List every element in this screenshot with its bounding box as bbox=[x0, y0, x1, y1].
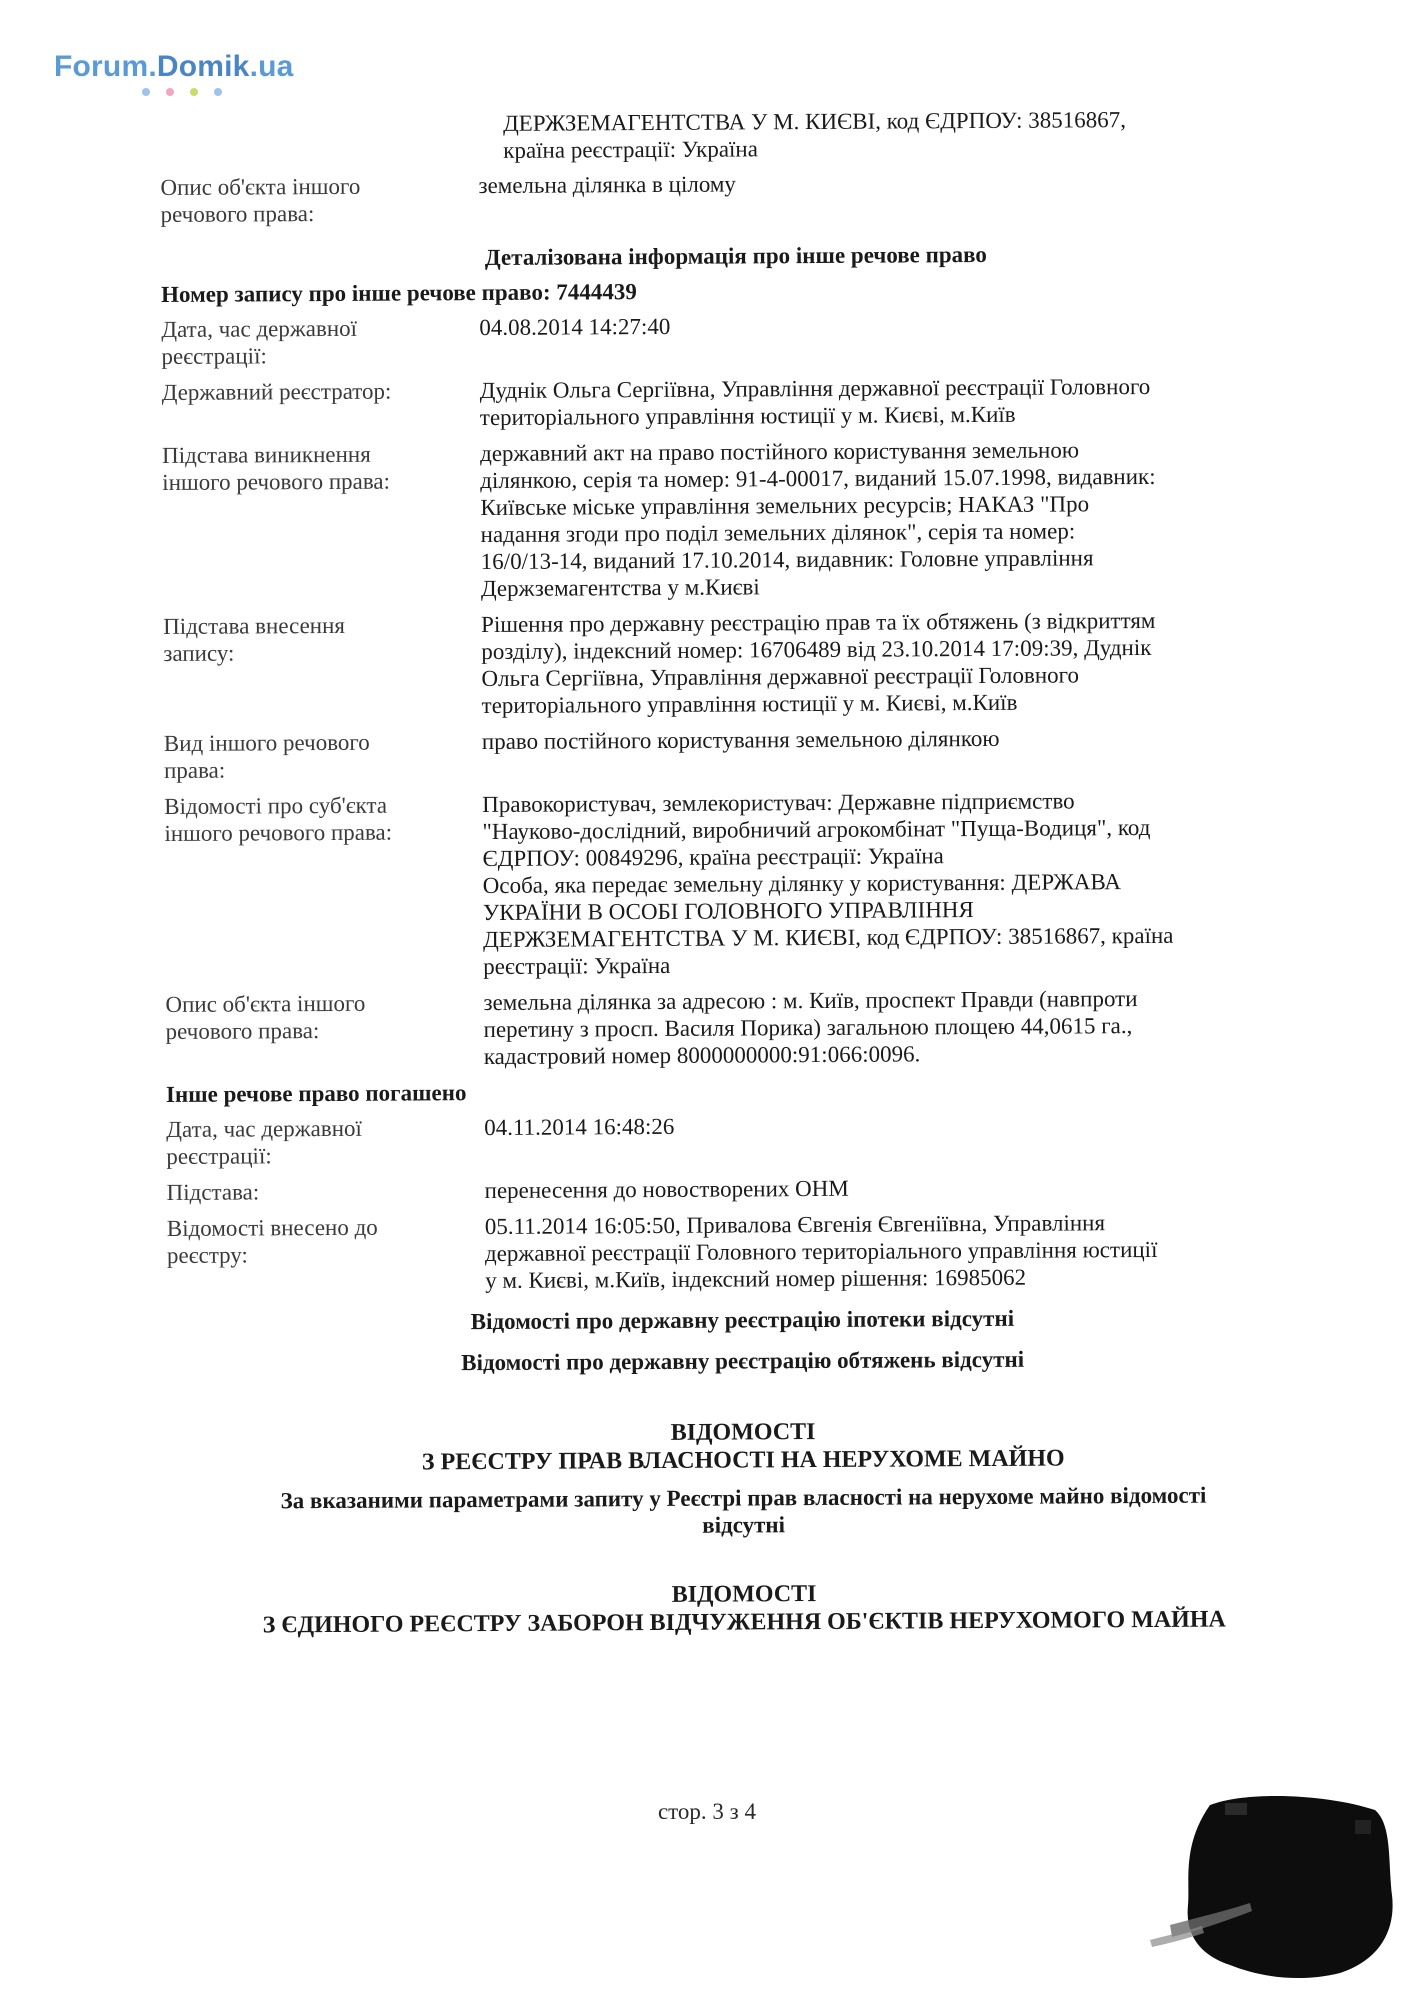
field-value: 04.08.2014 14:27:40 bbox=[479, 313, 671, 341]
watermark-logo bbox=[54, 50, 334, 102]
field-row bbox=[167, 1172, 1317, 1206]
field-label: Вид іншого речового права: bbox=[163, 729, 370, 783]
record-number: Номер запису про інше речове право: 7444439 bbox=[161, 279, 637, 307]
field-row bbox=[166, 1109, 1316, 1170]
field-row bbox=[165, 984, 1315, 1072]
field-row bbox=[162, 435, 1313, 604]
section-title: ВІДОМОСТІ bbox=[671, 1581, 817, 1608]
field-row bbox=[160, 167, 1310, 228]
field-value: 04.11.2014 16:48:26 bbox=[484, 1113, 675, 1141]
document-body bbox=[160, 105, 1319, 1640]
field-label: Відомості про суб'єкта іншого речового права: bbox=[164, 792, 393, 846]
section-heading: Деталізована інформація про інше речове право bbox=[484, 241, 987, 271]
field-value: земельна ділянка в цілому bbox=[478, 171, 736, 199]
mortgage-note: Відомості про державну реєстрацію іпотеки відсутні bbox=[470, 1305, 1015, 1335]
redacted-stamp bbox=[1130, 1785, 1400, 1985]
field-row bbox=[161, 309, 1311, 370]
field-label: Підстава внесення запису: bbox=[163, 612, 346, 666]
continued-text: ДЕРЖЗЕМАГЕНТСТВА У М. КИЄВІ, код ЄДРПОУ: 38516867, країна реєстрації: Україна bbox=[502, 107, 1126, 163]
field-value: 05.11.2014 16:05:50, Привалова Євгенія Євгеніївна, Управління державної реєстрації Головного територіального управління юстиції у м. Києві, м.Київ, індексний номер рішення: 16985062 bbox=[484, 1210, 1158, 1294]
field-label: Опис об'єкта іншого речового права: bbox=[165, 990, 366, 1044]
section-subtitle: З ЄДИНОГО РЕЄСТРУ ЗАБОРОН ВІДЧУЖЕННЯ ОБ'ЄКТІВ НЕРУХОМОГО МАЙНА bbox=[262, 1606, 1226, 1639]
field-value: державний акт на право постійного користування земельною ділянкою, серія та номер: 91-4-00017, виданий 15.07.1998, видавник: Київське міське управління земельних ресурсів; НАКАЗ "Про надання згоди про поділ земельних ділянок", серія та номер: 16/0/13-14, виданий 17.10.2014, видавник: Головне управління Держземагентства у м.Києві bbox=[480, 437, 1156, 602]
watermark-dots bbox=[54, 88, 334, 102]
field-row bbox=[167, 1208, 1317, 1296]
field-label: Опис об'єкта іншого речового права: bbox=[160, 173, 361, 227]
section-title: ВІДОМОСТІ bbox=[670, 1419, 816, 1446]
field-label: Підстава виникнення іншого речового права: bbox=[162, 441, 391, 495]
field-value: Рішення про державну реєстрацію прав та їх обтяжень (з відкриттям розділу), індексний номер: 16706489 від 23.10.2014 17:09:39, Дуднік Ольга Сергіївна, Управління державної реєстрації Головного територіального управління юстиції у м. Києві, м.Київ bbox=[481, 607, 1156, 719]
section-text: За вказаними параметрами запиту у Реєстрі прав власності на нерухоме майно відомості відсутні bbox=[280, 1482, 1207, 1538]
field-label: Дата, час державної реєстрації: bbox=[166, 1115, 362, 1169]
field-value: земельна ділянка за адресою : м. Київ, проспект Правди (навпроти перетину з просп. Василя Порика) загальною площею 44,0615 га., кадастровий номер 8000000000:91:066:0096. bbox=[483, 986, 1138, 1070]
termination-rows bbox=[166, 1109, 1317, 1296]
termination-heading: Інше речове право погашено bbox=[165, 1080, 467, 1107]
field-row bbox=[164, 723, 1314, 784]
field-label: Відомості внесено до реєстру: bbox=[166, 1214, 378, 1268]
field-label: Підстава: bbox=[166, 1179, 260, 1205]
page-number: стор. 3 з 4 bbox=[657, 1799, 757, 1824]
watermark-text: Forum.Domik.ua bbox=[54, 50, 294, 83]
field-value: Дуднік Ольга Сергіївна, Управління державної реєстрації Головного територіального управління юстиції у м. Києві, м.Київ bbox=[479, 373, 1151, 431]
field-value: право постійного користування земельною ділянкою bbox=[481, 725, 1000, 755]
field-row bbox=[163, 606, 1314, 721]
encumbrance-note: Відомості про державну реєстрацію обтяжень відсутні bbox=[461, 1346, 1025, 1376]
field-row bbox=[164, 786, 1315, 982]
field-value: перенесення до новостворених ОНМ bbox=[484, 1175, 849, 1204]
detail-rows bbox=[161, 309, 1316, 1072]
field-label: Державний реєстратор: bbox=[161, 378, 392, 405]
field-row bbox=[162, 372, 1312, 433]
field-label: Дата, час державної реєстрації: bbox=[161, 315, 358, 369]
section-subtitle: З РЕЄСТРУ ПРАВ ВЛАСНОСТІ НА НЕРУХОМЕ МАЙНО bbox=[421, 1445, 1065, 1476]
field-value: Правокористувач, землекористувач: Державне підприємство "Науково-дослідний, виробничий агрокомбінат "Пуща-Водиця", код ЄДРПОУ: 00849296, країна реєстрації: Україна Особа, яка передає земельну ділянку у користування: ДЕРЖАВА УКРАЇНИ В ОСОБІ ГОЛОВНОГО УПРАВЛІННЯ ДЕРЖЗЕМАГЕНТСТВА У М. КИЄВІ, код ЄДРПОУ: 38516867, країна реєстрації: Україна bbox=[482, 788, 1174, 980]
